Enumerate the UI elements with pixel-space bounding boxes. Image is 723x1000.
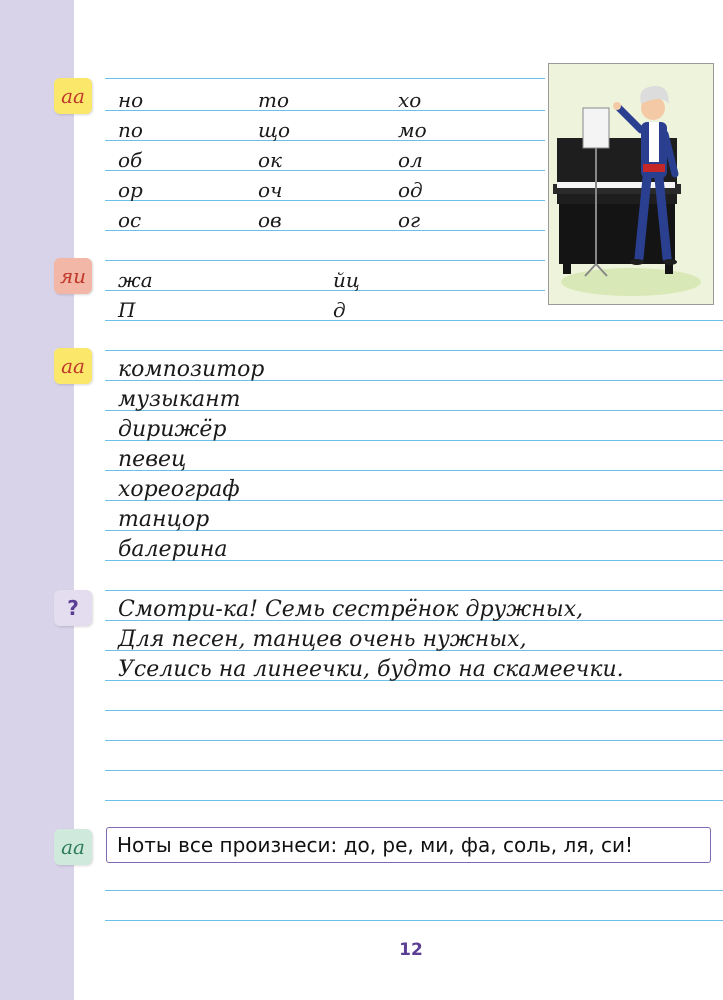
word: танцор xyxy=(118,507,210,532)
word: музыкант xyxy=(118,387,241,412)
rule xyxy=(105,230,545,231)
rule xyxy=(105,78,545,79)
syllable: оч xyxy=(258,178,283,202)
word: хореограф xyxy=(118,477,240,502)
syllable: ол xyxy=(398,148,423,172)
printed-phrase-box xyxy=(106,827,711,863)
rule xyxy=(105,710,723,711)
rule xyxy=(105,110,545,111)
page-number: 12 xyxy=(399,940,423,960)
syllable: хо xyxy=(398,88,422,112)
capital-letters-exercise-icon: яи xyxy=(54,258,92,294)
rule xyxy=(105,200,545,201)
lowercase-exercise-icon: аа xyxy=(54,78,92,114)
riddle-line: Для песен, танцев очень нужных, xyxy=(118,627,527,652)
rule xyxy=(105,800,723,801)
printed-phrase: Ноты все произнеси: до, ре, ми, фа, соль, ля, си! xyxy=(117,833,634,857)
syllable: ор xyxy=(118,178,143,202)
conductor-at-piano-illustration xyxy=(548,63,714,305)
word: певец xyxy=(118,447,187,472)
rule xyxy=(105,890,723,891)
rule xyxy=(105,290,545,291)
letter-sample: д xyxy=(333,298,346,322)
riddle-line: Смотри-ка! Семь сестрёнок дружных, xyxy=(118,597,584,622)
rule xyxy=(105,320,723,321)
syllable: ог xyxy=(398,208,421,232)
question-icon: ? xyxy=(54,590,92,626)
word: дирижёр xyxy=(118,417,227,442)
syllable: ок xyxy=(258,148,282,172)
rule xyxy=(105,740,723,741)
letter-sample: йц xyxy=(333,268,360,292)
syllable: об xyxy=(118,148,143,172)
rule xyxy=(105,350,723,351)
rule xyxy=(105,140,545,141)
word: композитор xyxy=(118,357,265,382)
words-exercise-icon: аа xyxy=(54,348,92,384)
syllable: мо xyxy=(398,118,427,142)
syllable: но xyxy=(118,88,144,112)
rule xyxy=(105,920,723,921)
syllable: то xyxy=(258,88,290,112)
rule xyxy=(105,470,723,471)
syllable: ов xyxy=(258,208,282,232)
syllable: по xyxy=(118,118,143,142)
syllable: ос xyxy=(118,208,142,232)
conductor-piano-icon xyxy=(549,64,713,304)
syllable: що xyxy=(258,118,291,142)
letter-sample: П xyxy=(118,298,136,322)
rule xyxy=(105,170,545,171)
word: балерина xyxy=(118,537,228,562)
riddle-line: Уселись на линеечки, будто на скамеечки. xyxy=(118,657,624,682)
syllable: од xyxy=(398,178,423,202)
letter-sample: жа xyxy=(118,268,153,292)
rule xyxy=(105,770,723,771)
rule xyxy=(105,260,545,261)
print-exercise-icon: аа xyxy=(54,829,92,865)
rule xyxy=(105,590,723,591)
